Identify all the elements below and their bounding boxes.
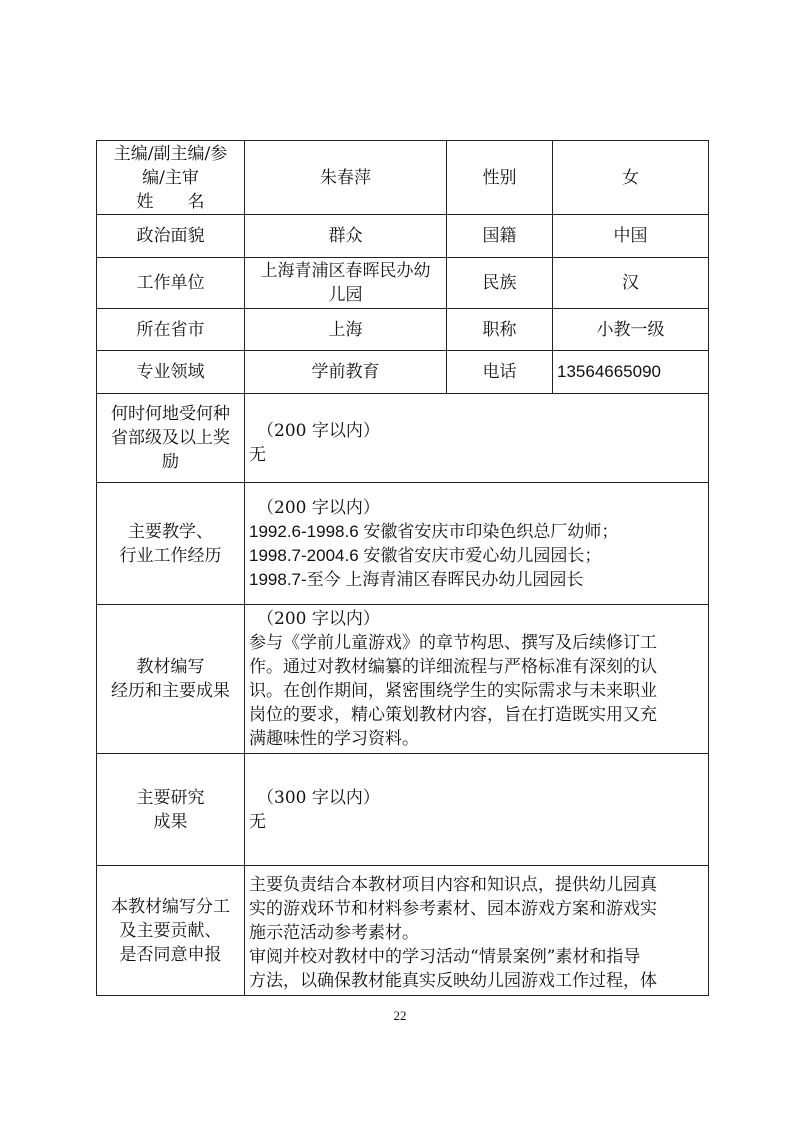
textbook-line: 识。在创作期间，紧密围绕学生的实际需求与未来职业	[249, 681, 657, 701]
value-awards	[245, 394, 709, 483]
label-division: 本教材编写分工 及主要贡献、 是否同意申报	[97, 866, 245, 996]
row-textbook	[97, 605, 709, 754]
value-phone: 13564665090	[553, 351, 709, 394]
value-name: 朱春萍	[245, 141, 447, 215]
value-division	[245, 866, 709, 996]
value-ethnicity: 汉	[553, 258, 709, 309]
awards-limit: （200 字以内）	[257, 421, 380, 441]
page-number: 22	[393, 1008, 407, 1023]
row-work-unit	[97, 258, 709, 309]
label-research: 主要研究 成果	[97, 754, 245, 866]
awards-text: 无	[249, 445, 266, 465]
division-line: 主要负责结合本教材项目内容和知识点，提供幼儿园真	[249, 874, 657, 895]
label-field: 专业领域	[97, 351, 245, 394]
row-experience	[97, 483, 709, 605]
value-nationality: 中国	[553, 215, 709, 258]
division-line: 审阅并校对教材中的学习活动“情景案例”素材和指导	[249, 946, 641, 967]
label-experience: 主要教学、 行业工作经历	[97, 483, 245, 605]
value-textbook	[245, 605, 709, 754]
experience-line: 1992.6-1998.6 安徽省安庆市印染色织总厂幼师；	[249, 521, 619, 541]
label-ethnicity: 民族	[447, 258, 553, 309]
division-line: 施示范活动参考素材。	[249, 922, 419, 943]
label-gender: 性别	[447, 141, 553, 215]
label-title: 职称	[447, 309, 553, 351]
row-political	[97, 215, 709, 258]
textbook-limit: （200 字以内）	[257, 609, 380, 629]
label-political-status: 政治面貌	[97, 215, 245, 258]
experience-line: 1998.7-至今 上海青浦区春晖民办幼儿园园长	[249, 569, 584, 589]
textbook-line: 作。通过对教材编纂的详细流程与严格标准有深刻的认	[249, 657, 657, 677]
label-awards: 何时何地受何种 省部级及以上奖 励	[97, 394, 245, 483]
value-title: 小教一级	[553, 309, 709, 351]
experience-limit: （200 字以内）	[257, 497, 380, 518]
row-research	[97, 754, 709, 866]
value-political-status: 群众	[245, 215, 447, 258]
value-work-unit: 上海青浦区春晖民办幼 儿园	[245, 258, 447, 309]
experience-line: 1998.7-2004.6 安徽省安庆市爱心幼儿园园长；	[249, 545, 602, 565]
row-awards	[97, 394, 709, 483]
value-field: 学前教育	[245, 351, 447, 394]
textbook-line: 岗位的要求，精心策划教材内容，旨在打造既实用又充	[249, 705, 657, 725]
label-work-unit: 工作单位	[97, 258, 245, 309]
label-nationality: 国籍	[447, 215, 553, 258]
textbook-line: 参与《学前儿童游戏》的章节构思、撰写及后续修订工	[249, 633, 657, 653]
value-experience	[245, 483, 709, 605]
research-limit: （300 字以内）	[257, 787, 380, 808]
row-field	[97, 351, 709, 394]
research-text: 无	[249, 811, 266, 832]
label-phone: 电话	[447, 351, 553, 394]
row-province	[97, 309, 709, 351]
editor-info-table	[96, 140, 709, 996]
value-research	[245, 754, 709, 866]
value-province: 上海	[245, 309, 447, 351]
label-role-name: 主编/副主编/参 编/主审 姓 名	[97, 141, 245, 215]
textbook-line: 满趣味性的学习资料。	[249, 729, 419, 749]
row-division	[97, 866, 709, 996]
row-name	[97, 141, 709, 215]
division-line: 实的游戏环节和材料参考素材、园本游戏方案和游戏实	[249, 898, 657, 919]
label-province: 所在省市	[97, 309, 245, 351]
label-textbook: 教材编写 经历和主要成果	[97, 605, 245, 754]
value-gender: 女	[553, 141, 709, 215]
division-line: 方法，以确保教材能真实反映幼儿园游戏工作过程，体	[249, 970, 657, 991]
